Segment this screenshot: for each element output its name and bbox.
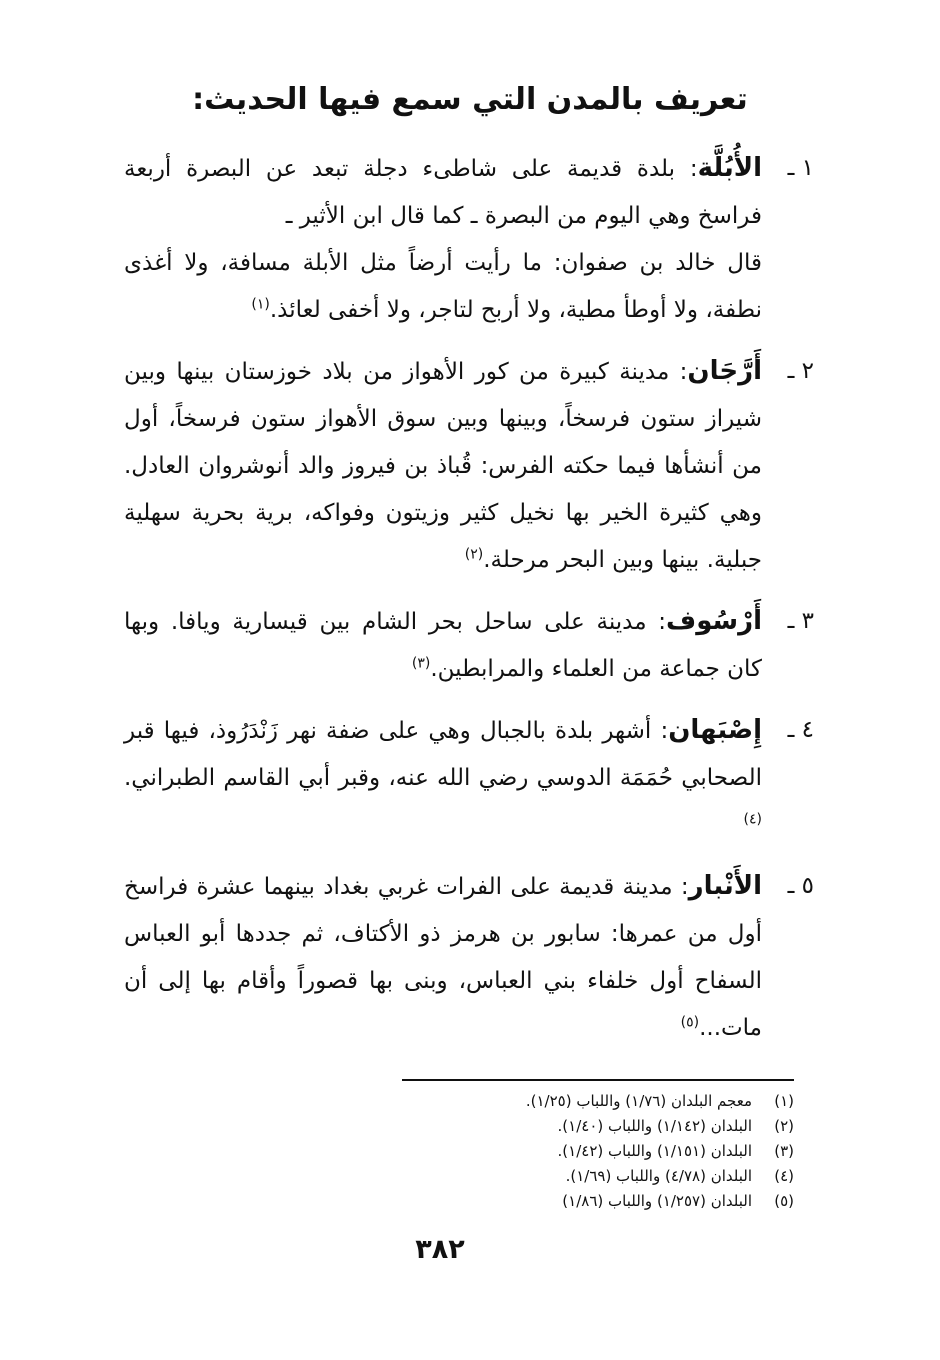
entry-4 [124, 707, 814, 849]
footnote-number: (٤) [774, 1167, 794, 1185]
footnote-text: البلدان (٤/٧٨) واللباب (١/٦٩). [565, 1167, 752, 1185]
entry-quote [124, 240, 762, 334]
entry-number: ١ ـ [787, 155, 814, 181]
footnote-number: (٣) [774, 1142, 794, 1160]
entry-text: : مدينة قديمة على الفرات غربي بغداد بينهما عشرة فراسخ أول من عمرها: سابور بن هرمز ذو الأكتاف، ثم جددها أبو العباس السفاح أول خلفاء بني العباس، وبنى بها قصوراً وأقام بها إلى أن مات... [124, 874, 762, 1041]
footnotes [402, 1089, 794, 1214]
entry-text: : بلدة قديمة على شاطىء دجلة تبعد عن البصرة أربعة فراسخ وهي اليوم من البصرة ـ كما قال ابن الأثير ـ [124, 156, 762, 229]
footnote-reference: (٤) [743, 811, 762, 828]
entry-body [124, 707, 762, 849]
footnote-item [402, 1189, 794, 1214]
entry-number: ٥ ـ [787, 873, 814, 899]
footnote-text: البلدان (١/٢٥٧) واللباب (١/٨٦) [562, 1192, 752, 1210]
entry-text: : مدينة كبيرة من كور الأهواز من بلاد خوزستان بينها وبين شيراز ستون فرسخاً، وبينها وبين سوق الأهواز ستون فرسخاً، أول من أنشأها فيما حكته الفرس: قُباذ بن فيروز والد أنوشروان العادل. وهي كثيرة الخير بها نخيل كثير وزيتون وفواكه، برية بحرية سهلية جبلية. بينها وبين البحر مرحلة. [124, 359, 762, 573]
footnote-reference: (٢) [464, 546, 484, 563]
entry-name: أَرَّجَان [687, 356, 762, 386]
entry-number: ٢ ـ [787, 358, 814, 384]
footnote-item [402, 1164, 794, 1189]
entry-name: أَرْسُوف [666, 606, 762, 636]
footnote-number: (٢) [774, 1117, 794, 1135]
entry-body [124, 348, 762, 584]
page-number: ٣٨٢ [415, 1234, 465, 1265]
entry-1 [124, 145, 814, 334]
entry-text: : مدينة على ساحل بحر الشام بين قيسارية ويافا. وبها كان جماعة من العلماء والمرابطين. [124, 609, 762, 682]
footnote-number: (٥) [774, 1192, 794, 1210]
entry-body [124, 145, 762, 334]
entry-number: ٤ ـ [787, 717, 814, 743]
entry-2 [124, 348, 814, 584]
entry-name: الأُبُلَّة [697, 153, 762, 183]
entry-number: ٣ ـ [787, 608, 814, 634]
entry-3 [124, 598, 814, 693]
entry-5 [124, 863, 814, 1052]
footnote-text: البلدان (١/١٥١) واللباب (١/٤٢). [557, 1142, 752, 1160]
footnote-reference: (٣) [411, 655, 431, 672]
footnote-divider [402, 1079, 794, 1081]
entries-list [124, 145, 814, 1066]
entry-body [124, 598, 762, 693]
entry-name: الأَنْبار [688, 871, 762, 901]
footnote-number: (١) [774, 1092, 794, 1110]
page-title: تعريف بالمدن التي سمع فيها الحديث: [192, 82, 748, 117]
entry-body [124, 863, 762, 1052]
footnote-item [402, 1139, 794, 1164]
footnote-reference: (١) [251, 296, 270, 313]
entry-name: إِصْبَهان [668, 715, 762, 745]
footnote-item [402, 1114, 794, 1139]
entry-quote-text: قال خالد بن صفوان: ما رأيت أرضاً مثل الأبلة مسافة، ولا أغذى نطفة، ولا أوطأ مطية، ولا أربح لتاجر، ولا أخفى لعائذ. [124, 250, 762, 323]
footnote-text: معجم البلدان (١/٧٦) واللباب (١/٢٥). [525, 1092, 752, 1110]
footnote-text: البلدان (١/١٤٢) واللباب (١/٤٠). [557, 1117, 752, 1135]
footnote-reference: (٥) [680, 1014, 700, 1031]
entry-text: : أشهر بلدة بالجبال وهي على ضفة نهر زَنْدَرُوذ، فيها قبر الصحابي حُمَمَة الدوسي رضي الله عنه، وقبر أبي القاسم الطبراني. [124, 718, 762, 791]
footnote-item [402, 1089, 794, 1114]
